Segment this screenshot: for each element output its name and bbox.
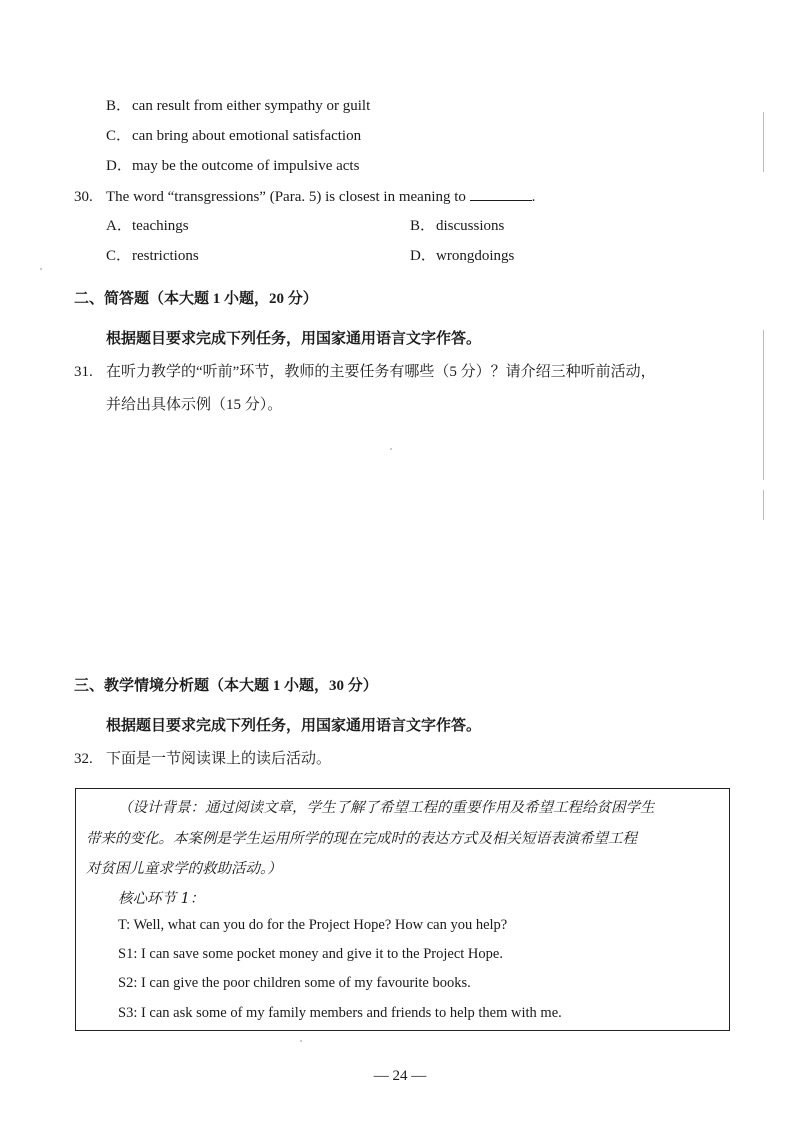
option-text: discussions: [436, 218, 505, 234]
option-letter: D．: [410, 248, 436, 264]
scan-speck: [390, 448, 392, 450]
option-letter: B．: [106, 98, 132, 114]
question-number: 32.: [74, 751, 93, 767]
question-text: 下面是一节阅读课上的读后活动。: [106, 751, 332, 767]
stem-end: .: [531, 189, 536, 205]
question-text: 在听力教学的“听前”环节，教师的主要任务有哪些（5 分）？请介绍三种听前活动，: [106, 364, 656, 380]
question-text: The word “transgressions” (Para. 5) is closest in meaning to: [106, 189, 466, 205]
q31-line-2: 并给出具体示例（15 分）。: [106, 397, 283, 413]
q32-prompt: [74, 749, 331, 769]
case-box: [75, 788, 730, 1031]
dialogue-line-s1: S1: I can save some pocket money and give it to the Project Hope.: [118, 946, 503, 962]
q30-option-c: [106, 246, 199, 266]
dialogue-line-t: T: Well, what can you do for the Project Hope? How can you help?: [118, 917, 508, 933]
scan-edge-line: [763, 330, 764, 480]
background-line-3: 对贫困儿童求学的救助活动。）: [86, 861, 282, 877]
section-2-heading: 二、简答题（本大题 1 小题，20 分）: [74, 291, 318, 307]
section-2-instruction: 根据题目要求完成下列任务，用国家通用语言文字作答。: [106, 331, 482, 347]
option-letter: C．: [106, 128, 132, 144]
option-letter: D．: [106, 158, 132, 174]
q29-option-c: [106, 126, 361, 146]
q30-option-b: [410, 216, 504, 236]
core-step-label: 核心环节 1：: [118, 891, 205, 907]
option-letter: C．: [106, 248, 132, 264]
option-text: may be the outcome of impulsive acts: [132, 158, 360, 174]
dialogue-line-s2: S2: I can give the poor children some of my favourite books.: [118, 975, 471, 991]
q30-stem: [74, 186, 535, 207]
section-3-instruction: 根据题目要求完成下列任务，用国家通用语言文字作答。: [106, 718, 482, 734]
option-text: wrongdoings: [436, 248, 515, 264]
scan-speck: [40, 268, 42, 270]
q31-line-1: [74, 362, 656, 382]
question-number: 31.: [74, 364, 93, 380]
q29-option-b: [106, 96, 370, 116]
scan-edge-line: [763, 490, 764, 520]
q30-option-d: [410, 246, 514, 266]
option-letter: A．: [106, 218, 132, 234]
q30-option-a: [106, 216, 189, 236]
page-number: — 24 —: [373, 1068, 427, 1084]
option-text: teachings: [132, 218, 189, 234]
dialogue-line-s3: S3: I can ask some of my family members and friends to help them with me.: [118, 1005, 562, 1021]
scan-edge-line: [763, 112, 764, 172]
option-text: can bring about emotional satisfaction: [132, 128, 362, 144]
answer-blank: [470, 186, 532, 201]
option-text: can result from either sympathy or guilt: [132, 98, 371, 114]
option-letter: B．: [410, 218, 436, 234]
background-line-1: （设计背景：通过阅读文章，学生了解了希望工程的重要作用及希望工程给贫困学生: [118, 800, 655, 816]
question-number: 30.: [74, 189, 93, 205]
option-text: restrictions: [132, 248, 199, 264]
background-line-2: 带来的变化。本案例是学生运用所学的现在完成时的表达方式及相关短语表演希望工程: [86, 831, 637, 847]
q29-option-d: [106, 156, 359, 176]
scan-speck: [300, 1040, 302, 1042]
section-3-heading: 三、教学情境分析题（本大题 1 小题，30 分）: [74, 678, 378, 694]
